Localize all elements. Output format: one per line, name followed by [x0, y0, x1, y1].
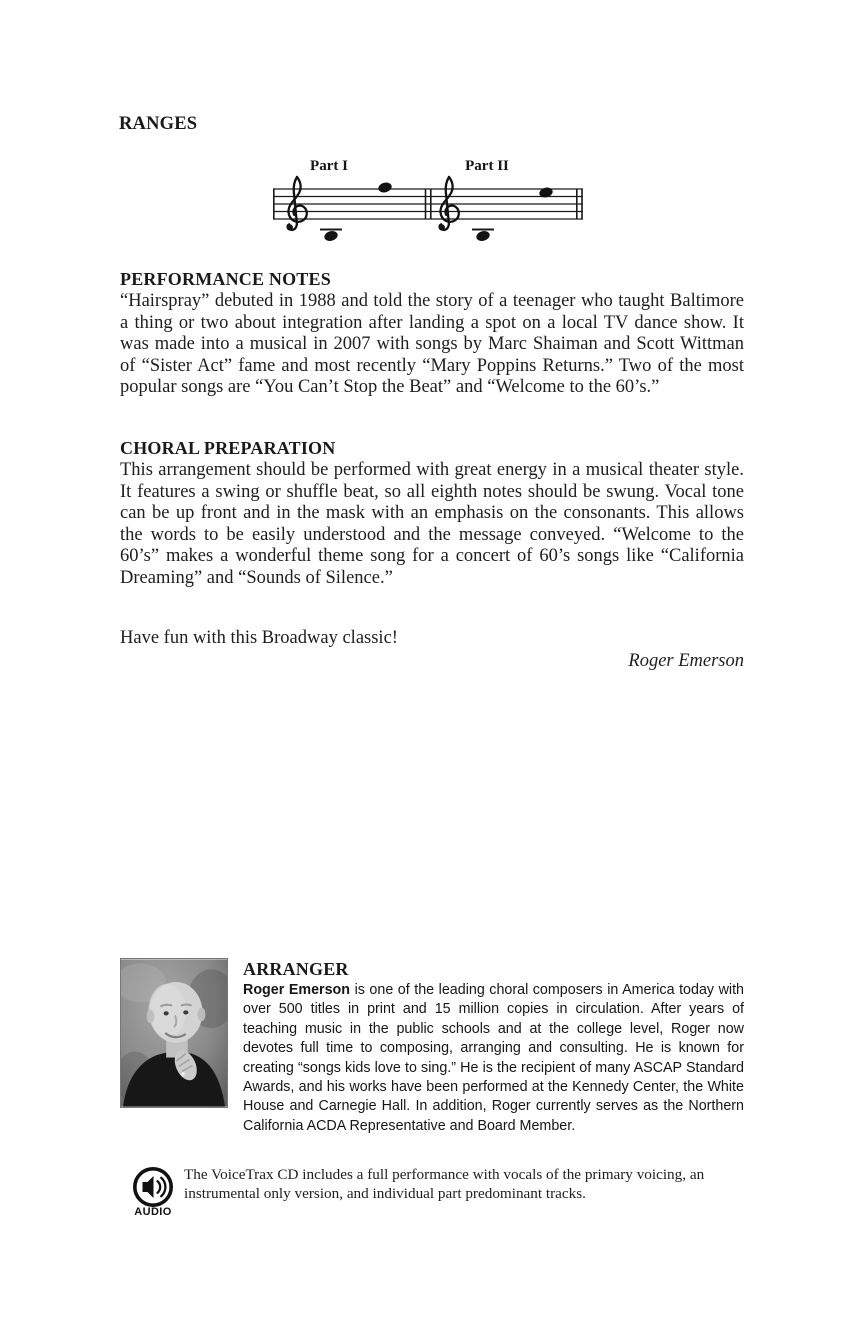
performance-notes-body: “Hairspray” debuted in 1988 and told the story of a teenager who taught Baltimore a thing or two about integration after landing a spot on a local TV dance show. It was made into a musical in 2007 with songs by Marc Shaiman and Scott Wittman of “Sister Act” fame and most recently “Mary Poppins Returns.” Two of the most popular songs are “You Can’t Stop the Beat” and “Welcome to the 60’s.”	[120, 291, 744, 398]
arranger-bio-text: is one of the leading choral composers in America today with over 500 titles in print and 15 million copies in circulation. After years of teaching music in the public schools and at the college level, Roger now devotes full time to composing, arranging and consulting. He is known for creating “songs kids love to sing.” He is the recipient of many ASCAP Standard Awards, and his works have been performed at the Kennedy Center, the White House and Carnegie Hall. In addition, Roger currently serves as the Northern California ACDA Representative and Board Member.	[243, 982, 744, 1134]
arranger-name: Roger Emerson	[243, 982, 351, 998]
choral-preparation-title: CHORAL PREPARATION	[120, 438, 336, 458]
arranger-title: ARRANGER	[243, 959, 349, 979]
ranges-title: RANGES	[119, 114, 198, 134]
audio-cd-icon	[131, 1165, 175, 1209]
part-1-label: Part I	[310, 158, 348, 174]
arranger-signature: Roger Emerson	[628, 651, 744, 671]
part-2-range-notes	[472, 186, 554, 242]
performance-notes-title: PERFORMANCE NOTES	[120, 269, 331, 289]
audio-icon-label: AUDIO	[134, 1206, 172, 1218]
closing-line: Have fun with this Broadway classic!	[120, 628, 398, 648]
part-2-label: Part II	[465, 158, 509, 174]
arranger-photo	[120, 958, 228, 1108]
vocal-ranges-staff	[260, 150, 600, 262]
choral-preparation-body: This arrangement should be performed with great energy in a musical theater style. It features a swing or shuffle beat, so all eighth notes should be swung. Vocal tone can be up front and in the mask with an emphasis on the consonants. This allows the words to be easily understood and the message conveyed. “Welcome to the 60’s” makes a wonderful theme song for a concert of 60’s songs like “California Dreaming” and “Sounds of Silence.”	[120, 460, 744, 588]
voicetrax-note: The VoiceTrax CD includes a full performance with vocals of the primary voicing, an instrumental only version, and individual part predominant tracks.	[184, 1166, 705, 1202]
arranger-bio	[243, 981, 744, 1136]
